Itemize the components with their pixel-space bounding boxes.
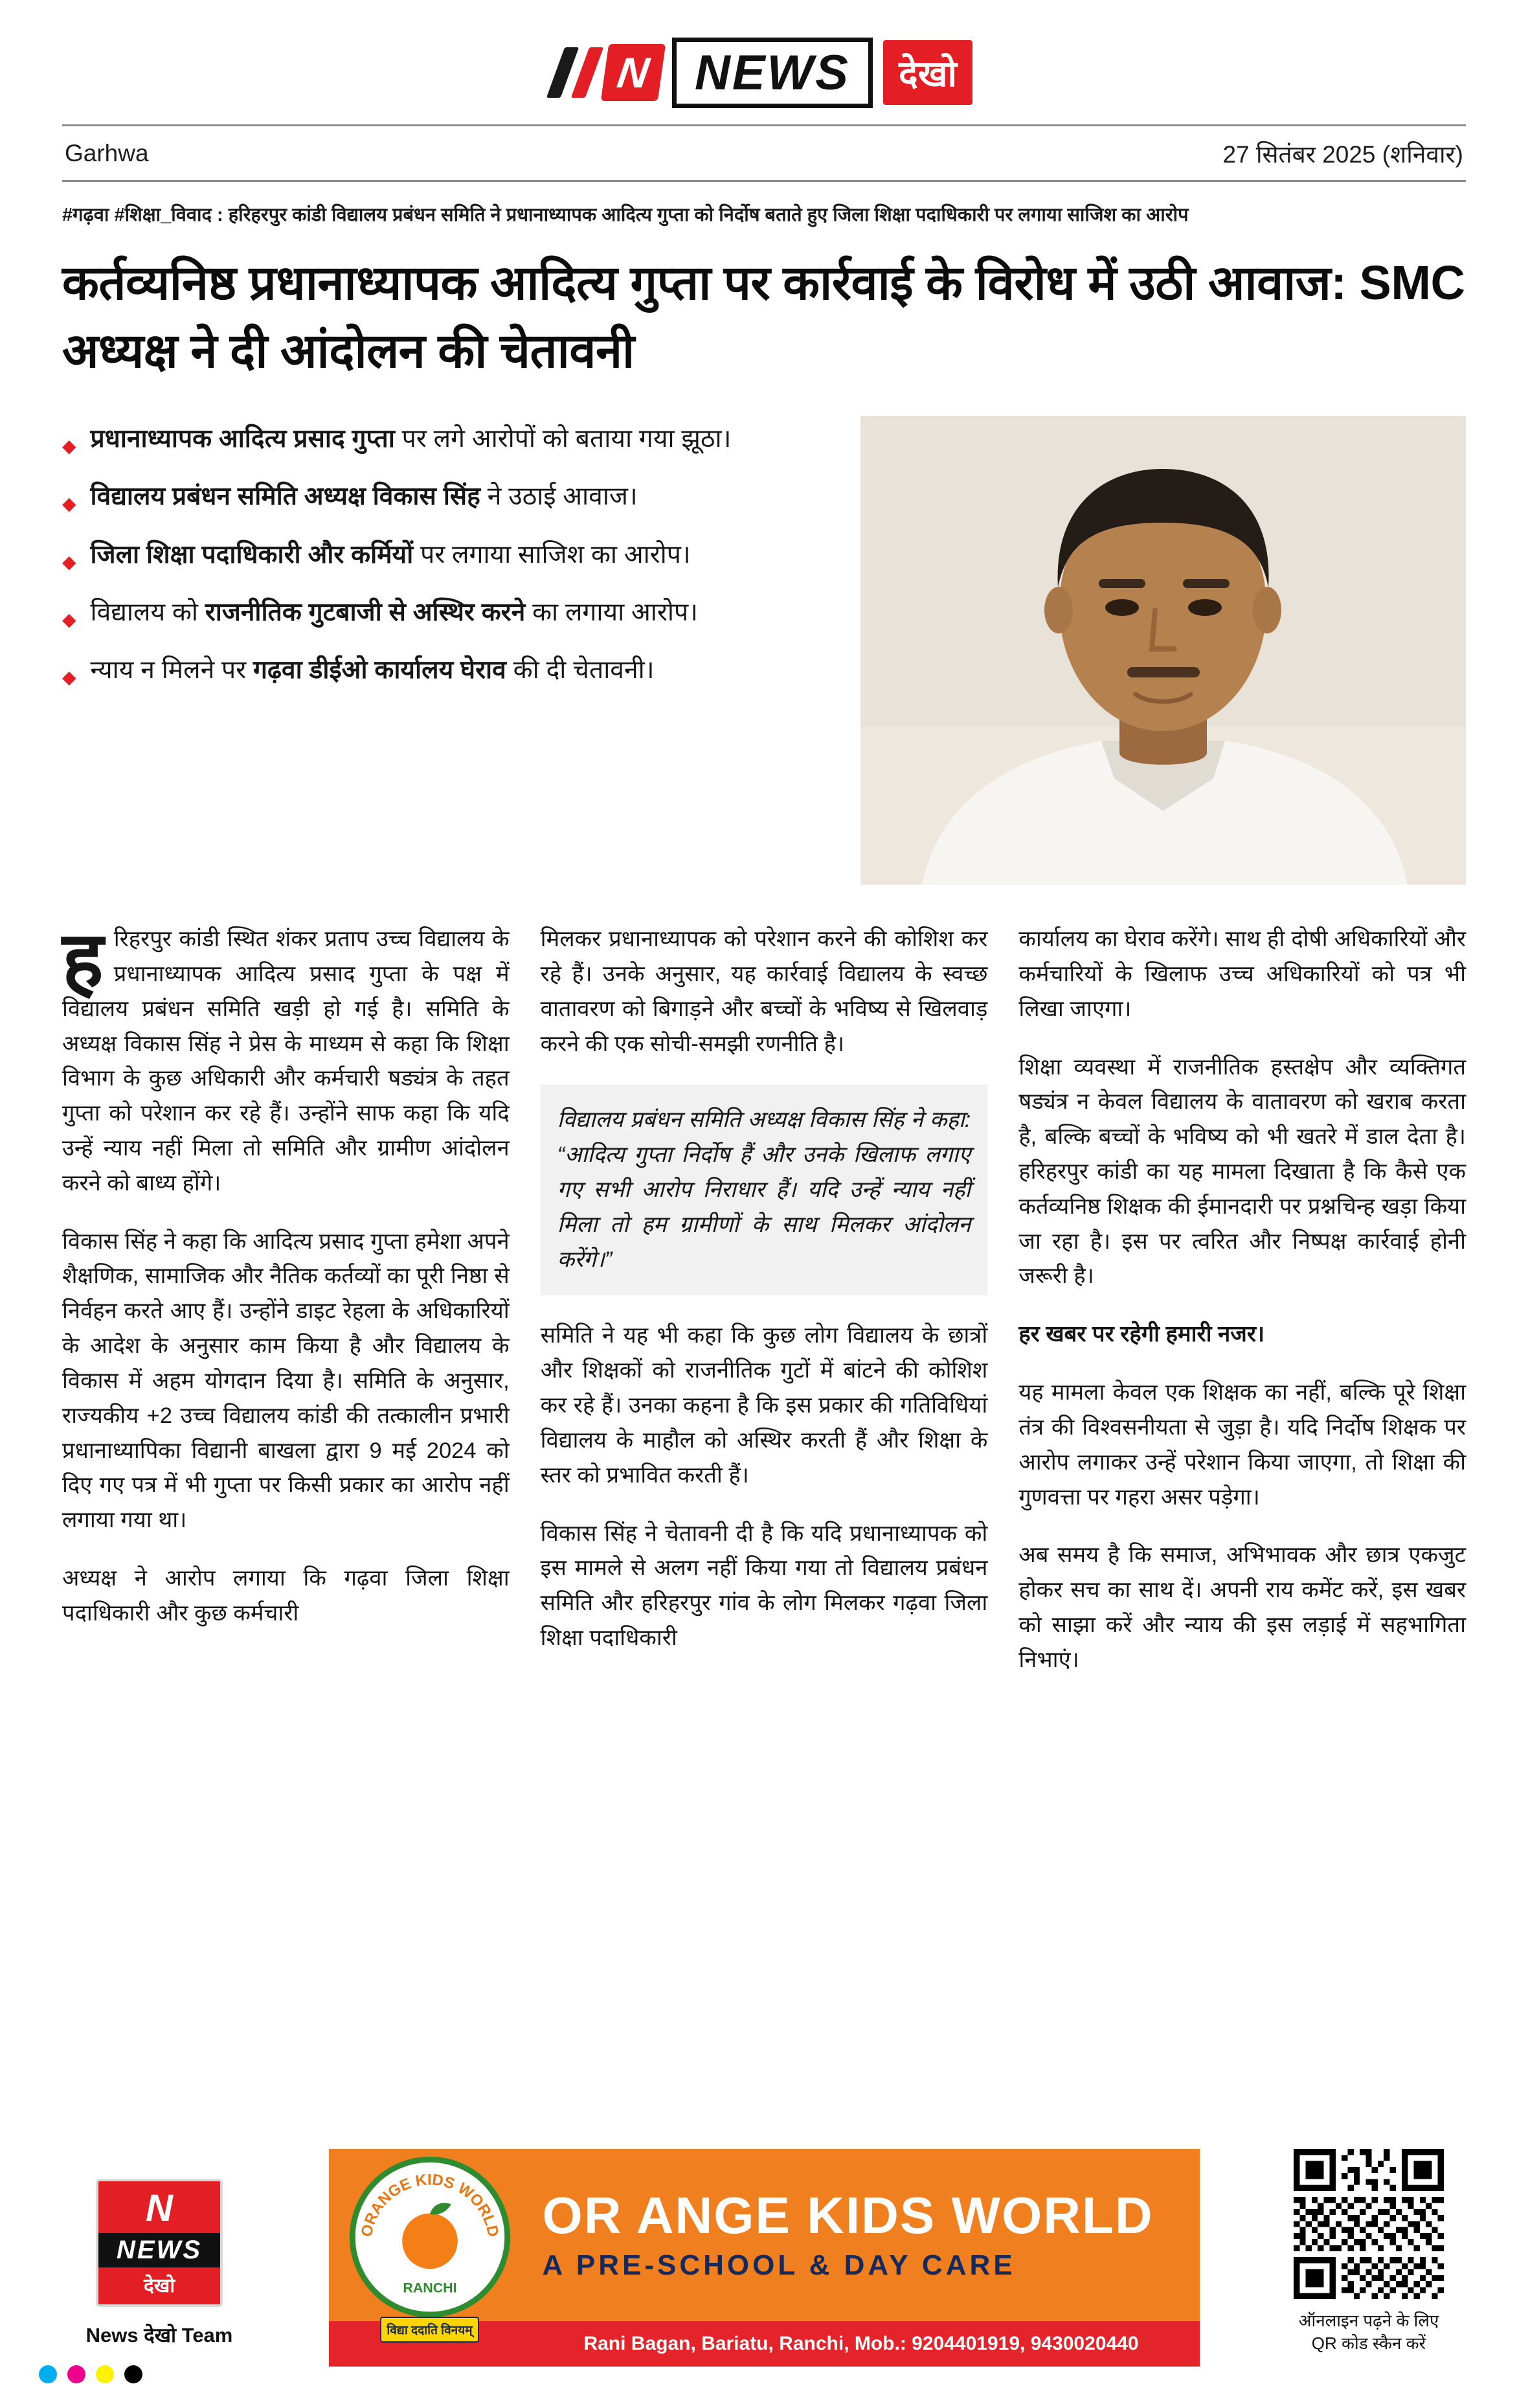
logo-news-wordmark: NEWS bbox=[672, 38, 873, 108]
bullet-rest: की दी चेतावनी। bbox=[506, 656, 655, 685]
article-paragraph: शिक्षा व्यवस्था में राजनीतिक हस्तक्षेप और व्यक्तिगत षड्यंत्र न केवल विद्यालय के वातावरण को खराब करता है, बल्कि बच्चों के भविष्य को भी खतरे में डाल देता है। हरिहरपुर कांडी का यह मामला दिखाता है कि कैसे एक कर्तव्यनिष्ठ शिक्षक की ईमानदारी पर प्रश्नचिन्ह खड़ा किया जा रहा है। इस पर त्वरित और निष्पक्ष कार्रवाई होनी जरूरी है। bbox=[1018, 1054, 1466, 1289]
article-column-2 bbox=[541, 922, 988, 1701]
bullet-rest: पर लगे आरोपों को बताया गया झूठा। bbox=[394, 425, 732, 453]
logo-city-text: RANCHI bbox=[402, 2280, 457, 2296]
bullet-item bbox=[62, 593, 824, 631]
article-paragraph: यह मामला केवल एक शिक्षक का नहीं, बल्कि पूरे शिक्षा तंत्र की विश्वसनीयता से जुड़ा है। यदि निर्दोष शिक्षक पर आरोप लगाकर उन्हें परेशान किया जाएगा, तो शिक्षा की गुणवत्ता पर गहरा असर पड़ेगा। bbox=[1018, 1380, 1466, 1510]
article-paragraph: विकास सिंह ने चेतावनी दी है कि यदि प्रधानाध्यापक को इस मामले से अलग नहीं किया गया तो विद्यालय प्रबंधन समिति और हरिहरपुर गांव के लोग मिलकर गढ़वा जिला शिक्षा पदाधिकारी bbox=[540, 1521, 988, 1650]
article-paragraph bbox=[62, 916, 510, 1201]
bullet-item bbox=[62, 536, 824, 574]
portrait-illustration bbox=[860, 416, 1466, 885]
quote-box bbox=[541, 1085, 988, 1295]
logo-arc-text: ORANGE KIDS WORLD bbox=[357, 2171, 502, 2239]
qr-code-icon bbox=[1294, 2149, 1444, 2299]
bullet-bold: राजनीतिक गुटबाजी से अस्थिर करने bbox=[205, 598, 526, 626]
bullet-rest: का लगाया आरोप। bbox=[525, 598, 698, 626]
yellow-dot-icon bbox=[96, 2365, 114, 2383]
article-paragraph: अध्यक्ष ने आरोप लगाया कि गढ़वा जिला शिक्षा पदाधिकारी और कुछ कर्मचारी bbox=[62, 1565, 510, 1626]
bullet-lead: न्याय न मिलने पर bbox=[90, 656, 253, 685]
masthead-logo bbox=[62, 27, 1466, 118]
orange-kids-world-logo bbox=[348, 2155, 511, 2343]
page-footer bbox=[62, 2149, 1466, 2367]
diamond-bullet-icon bbox=[62, 651, 76, 689]
logo-n-badge: N bbox=[601, 44, 666, 101]
date-label: 27 सितंबर 2025 (शनिवार) bbox=[1222, 141, 1463, 168]
summary-section bbox=[62, 416, 1466, 885]
diamond-bullet-icon bbox=[62, 477, 76, 516]
location-label: Garhwa bbox=[65, 139, 149, 166]
drop-cap: ह bbox=[62, 916, 104, 1004]
qr-block bbox=[1272, 2149, 1466, 2355]
bullet-rest: ने उठाई आवाज। bbox=[480, 483, 638, 511]
footer-logo-news: NEWS bbox=[98, 2233, 220, 2267]
qr-caption-line2: QR कोड स्कैन करें bbox=[1311, 2334, 1426, 2354]
black-dot-icon bbox=[124, 2365, 142, 2383]
qr-caption bbox=[1299, 2310, 1439, 2355]
article-paragraph: अब समय है कि समाज, अभिभावक और छात्र एकजुट होकर सच का साथ दें। अपनी राय कमेंट करें, इस खबर को साझा करें और न्याय की इस लड़ाई में सहभागिता निभाएं। bbox=[1018, 1543, 1466, 1672]
paragraph-text: रिहरपुर कांडी स्थित शंकर प्रताप उच्च विद्यालय के प्रधानाध्यापक आदित्य प्रसाद गुप्ता के पक्ष में विद्यालय प्रबंधन समिति खड़ी हो गई है। समिति के अध्यक्ष विकास सिंह ने प्रेस के माध्यम से कहा कि शिक्षा विभाग के कुछ अधिकारी और कर्मचारी षड्यंत्र के तहत गुप्ता को परेशान कर रहे हैं। उन्होंने साफ कहा कि यदि उन्हें न्याय नहीं मिला तो समिति और ग्रामीण आंदोलन करने को बाध्य होंगे। bbox=[62, 927, 510, 1196]
headmaster-photo bbox=[860, 416, 1466, 885]
quote-text: “आदित्य गुप्ता निर्दोष हैं और उनके खिलाफ लगाए गए सभी आरोप निराधार हैं। यदि उन्हें न्याय नहीं मिला तो हम ग्रामीणों के साथ मिलकर आंदोलन करेंगे।” bbox=[557, 1142, 971, 1272]
article-column-1 bbox=[62, 916, 510, 1701]
advert-title: OR ANGE KIDS WORLD bbox=[542, 2187, 1154, 2244]
footer-logo-dekho: देखो bbox=[143, 2275, 175, 2297]
footer-brand-block bbox=[62, 2149, 256, 2348]
bullet-bold: प्रधानाध्यापक आदित्य प्रसाद गुप्ता bbox=[90, 425, 395, 453]
diamond-bullet-icon bbox=[62, 593, 76, 631]
bullet-item bbox=[62, 651, 824, 689]
highlight-bullets bbox=[62, 416, 824, 885]
dateline-bar bbox=[62, 124, 1466, 182]
article-body bbox=[62, 916, 1466, 1701]
footer-logo-n: N bbox=[146, 2187, 173, 2229]
logo-motto-ribbon: विद्या ददाति विनयम् bbox=[380, 2317, 478, 2343]
logo-dekho-badge: देखो bbox=[883, 40, 972, 105]
print-color-marks bbox=[39, 2365, 142, 2383]
hashtag-tagline: #गढ़वा #शिक्षा_विवाद : हरिहरपुर कांडी विद्यालय प्रबंधन समिति ने प्रधानाध्यापक आदित्य गुप्ता को निर्दोष बताते हुए जिला शिक्षा पदाधिकारी पर लगाया साजिश का आरोप bbox=[62, 205, 1189, 225]
team-credit: News देखो Team bbox=[85, 2323, 233, 2346]
bullet-item bbox=[62, 420, 824, 458]
article-paragraph: विकास सिंह ने कहा कि आदित्य प्रसाद गुप्ता हमेशा अपने शैक्षणिक, सामाजिक और नैतिक कर्तव्यों का पूरी निष्ठा से निर्वहन करते आए हैं। उन्होंने डाइट रेहला के अधिकारियों के आदेश के अनुसार काम किया है और विद्यालय के विकास में अहम योगदान दिया है। समिति के अनुसार, राज्यकीय +2 उच्च विद्यालय कांडी की तत्कालीन प्रभारी प्रधानाध्यापिका विद्यानी बाखला द्वारा 9 मई 2024 को दिए गए पत्र में भी गुप्ता पर किसी प्रकार का आरोप नहीं लगाया गया था। bbox=[62, 1229, 510, 1533]
diamond-bullet-icon bbox=[62, 536, 76, 574]
bullet-item bbox=[62, 477, 824, 516]
qr-caption-line1: ऑनलाइन पढ़ने के लिए bbox=[1298, 2311, 1439, 2330]
advert-subtitle: A PRE-SCHOOL & DAY CARE bbox=[542, 2249, 1016, 2281]
magenta-dot-icon bbox=[67, 2365, 85, 2383]
advert-banner bbox=[329, 2149, 1200, 2367]
bullet-bold: विद्यालय प्रबंधन समिति अध्यक्ष विकास सिंह bbox=[90, 483, 480, 511]
bullet-bold: जिला शिक्षा पदाधिकारी और कर्मियों bbox=[90, 540, 414, 569]
article-paragraph: समिति ने यह भी कहा कि कुछ लोग विद्यालय के छात्रों और शिक्षकों को राजनीतिक गुटों में बांटने की कोशिश कर रहे हैं। उनका कहना है कि इस प्रकार की गतिविधियां विद्यालय के माहौल को अस्थिर करती हैं और शिक्षा के स्तर को प्रभावित करती हैं। bbox=[540, 1323, 988, 1488]
tagline-bold: हर खबर पर रहेगी हमारी नजर। bbox=[1018, 1322, 1265, 1347]
article-paragraph: कार्यालय का घेराव करेंगे। साथ ही दोषी अधिकारियों और कर्मचारियों के खिलाफ उच्च अधिकारियों को पत्र भी लिखा जाएगा। bbox=[1018, 927, 1466, 1021]
school-logo-icon bbox=[348, 2155, 511, 2319]
article-paragraph: मिलकर प्रधानाध्यापक को परेशान करने की कोशिश कर रहे हैं। उनके अनुसार, यह कार्रवाई विद्यालय के स्वच्छ वातावरण को बिगाड़ने और बच्चों के भविष्य से खिलवाड़ करने की एक सोची-समझी रणनीति है। bbox=[540, 927, 988, 1056]
bullet-rest: पर लगाया साजिश का आरोप। bbox=[413, 540, 691, 569]
bullet-lead: विद्यालय को bbox=[90, 598, 205, 626]
cyan-dot-icon bbox=[39, 2365, 57, 2383]
article-column-3 bbox=[1018, 922, 1466, 1701]
news-dekho-footer-logo bbox=[96, 2179, 223, 2307]
diamond-bullet-icon bbox=[62, 420, 76, 458]
bullet-bold: गढ़वा डीईओ कार्यालय घेराव bbox=[253, 656, 506, 685]
article-headline: कर्तव्यनिष्ठ प्रधानाध्यापक आदित्य गुप्ता पर कार्रवाई के विरोध में उठी आवाज: SMC अध्यक्ष ने दी आंदोलन की चेतावनी bbox=[62, 256, 1465, 378]
qr-code bbox=[1294, 2149, 1444, 2299]
advert-contact-strip: Rani Bagan, Bariatu, Ranchi, Mob.: 9204401919, 9430020440 bbox=[329, 2321, 1200, 2367]
quote-intro: विद्यालय प्रबंधन समिति अध्यक्ष विकास सिंह ने कहा: bbox=[557, 1107, 971, 1133]
